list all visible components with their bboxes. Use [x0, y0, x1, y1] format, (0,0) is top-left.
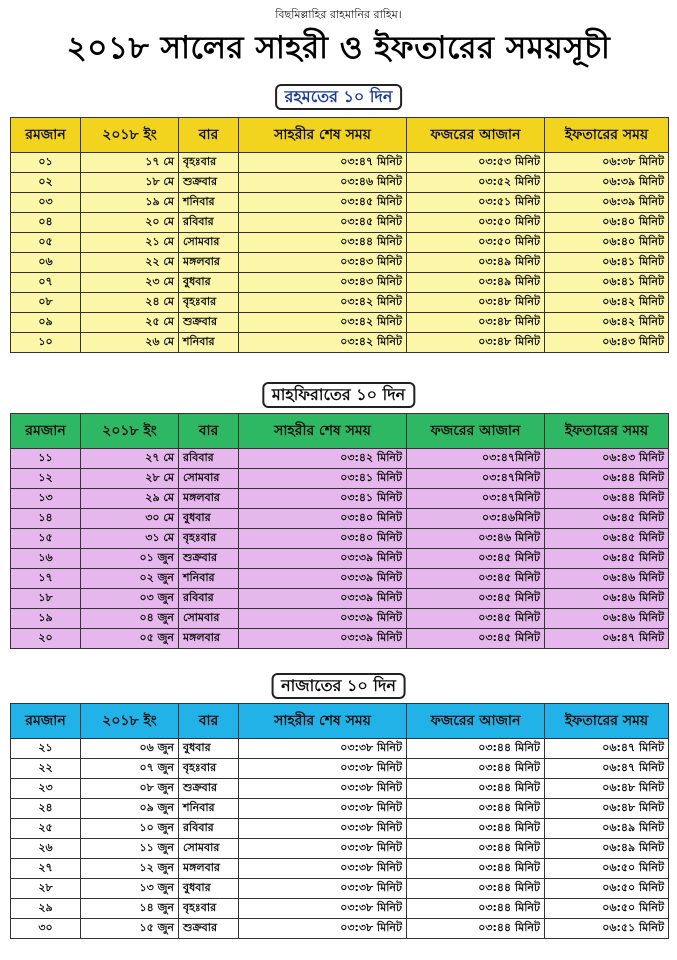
- table-row: [11, 859, 669, 879]
- cell-ramadan-no: ০৫: [11, 233, 81, 253]
- cell-fajr-azan: ০৩:৪৪ মিনিট: [407, 779, 545, 799]
- cell-date: ১১ জুন: [81, 839, 179, 859]
- cell-fajr-azan: ০৩:৫০ মিনিট: [407, 233, 545, 253]
- cell-ramadan-no: ২৫: [11, 819, 81, 839]
- cell-weekday: বুধবার: [179, 739, 239, 759]
- cell-date: ২০ মে: [81, 213, 179, 233]
- cell-date: ১৭ মে: [81, 153, 179, 173]
- cell-weekday: শনিবার: [179, 569, 239, 589]
- cell-date: ০৪ জুন: [81, 609, 179, 629]
- cell-sehri-end: ০৩:৩৮ মিনিট: [239, 779, 407, 799]
- cell-ramadan-no: ০৭: [11, 273, 81, 293]
- cell-date: ১৫ জুন: [81, 919, 179, 939]
- table-row: [11, 529, 669, 549]
- table-row: [11, 173, 669, 193]
- cell-fajr-azan: ০৩:৪৪ মিনিট: [407, 879, 545, 899]
- cell-sehri-end: ০৩:৩৮ মিনিট: [239, 919, 407, 939]
- table-row: [11, 193, 669, 213]
- cell-weekday: রবিবার: [179, 449, 239, 469]
- table-row: [11, 589, 669, 609]
- cell-fajr-azan: ০৩:৪৪ মিনিট: [407, 899, 545, 919]
- schedule-table-najat: [10, 703, 669, 939]
- cell-iftar-time: ০৬:৪৮ মিনিট: [545, 799, 669, 819]
- table-row: [11, 153, 669, 173]
- bismillah-text: বিছমিল্লাহির রাহমানির রাহিম।: [275, 8, 402, 21]
- table-row: [11, 899, 669, 919]
- cell-iftar-time: ০৬:৪৭ মিনিট: [545, 629, 669, 649]
- cell-date: ০৩ জুন: [81, 589, 179, 609]
- cell-fajr-azan: ০৩:৪৯ মিনিট: [407, 253, 545, 273]
- cell-iftar-time: ০৬:৪২ মিনিট: [545, 313, 669, 333]
- cell-ramadan-no: ০৯: [11, 313, 81, 333]
- cell-date: ৩১ মে: [81, 529, 179, 549]
- cell-iftar-time: ০৬:৫১ মিনিট: [545, 919, 669, 939]
- section-title-magfirat: মাহফিরাতের ১০ দিন: [262, 382, 415, 408]
- table-row: [11, 273, 669, 293]
- cell-fajr-azan: ০৩:৪৫ মিনিট: [407, 629, 545, 649]
- column-header-weekday: বার: [179, 118, 239, 153]
- cell-ramadan-no: ০১: [11, 153, 81, 173]
- cell-sehri-end: ০৩:৩৮ মিনিট: [239, 839, 407, 859]
- cell-ramadan-no: ১৭: [11, 569, 81, 589]
- cell-ramadan-no: ১০: [11, 333, 81, 353]
- table-row: [11, 799, 669, 819]
- column-header-sehri-end: সাহরীর শেষ সময়: [239, 118, 407, 153]
- table-row: [11, 253, 669, 273]
- cell-iftar-time: ০৬:৪৩ মিনিট: [545, 449, 669, 469]
- schedule-table-rahmat: [10, 117, 669, 353]
- cell-sehri-end: ০৩:৪৫ মিনিট: [239, 193, 407, 213]
- cell-weekday: সোমবার: [179, 469, 239, 489]
- cell-fajr-azan: ০৩:৪৯ মিনিট: [407, 273, 545, 293]
- cell-weekday: সোমবার: [179, 839, 239, 859]
- cell-ramadan-no: ১৪: [11, 509, 81, 529]
- column-header-fajr-azan: ফজরের আজান: [407, 118, 545, 153]
- cell-fajr-azan: ০৩:৪৮ মিনিট: [407, 333, 545, 353]
- cell-date: ১৯ মে: [81, 193, 179, 213]
- cell-fajr-azan: ০৩:৪৪ মিনিট: [407, 859, 545, 879]
- cell-date: ২৬ মে: [81, 333, 179, 353]
- table-row: [11, 759, 669, 779]
- cell-weekday: মঙ্গলবার: [179, 859, 239, 879]
- cell-weekday: রবিবার: [179, 589, 239, 609]
- cell-sehri-end: ০৩:৩৯ মিনিট: [239, 569, 407, 589]
- column-header-iftar-time: ইফতারের সময়: [545, 414, 669, 449]
- cell-fajr-azan: ০৩:৪৪ মিনিট: [407, 919, 545, 939]
- cell-iftar-time: ০৬:৫০ মিনিট: [545, 899, 669, 919]
- cell-sehri-end: ০৩:৪১ মিনিট: [239, 489, 407, 509]
- cell-ramadan-no: ০৮: [11, 293, 81, 313]
- cell-iftar-time: ০৬:৪১ মিনিট: [545, 253, 669, 273]
- cell-date: ২৪ মে: [81, 293, 179, 313]
- cell-iftar-time: ০৬:৪৬ মিনিট: [545, 569, 669, 589]
- cell-date: ২৯ মে: [81, 489, 179, 509]
- column-header-weekday: বার: [179, 704, 239, 739]
- cell-fajr-azan: ০৩:৪৪ মিনিট: [407, 819, 545, 839]
- table-row: [11, 819, 669, 839]
- cell-iftar-time: ০৬:৫০ মিনিট: [545, 859, 669, 879]
- cell-ramadan-no: ১৫: [11, 529, 81, 549]
- cell-weekday: মঙ্গলবার: [179, 253, 239, 273]
- cell-iftar-time: ০৬:৪০ মিনিট: [545, 233, 669, 253]
- cell-ramadan-no: ২১: [11, 739, 81, 759]
- cell-weekday: সোমবার: [179, 233, 239, 253]
- table-row: [11, 739, 669, 759]
- table-row: [11, 919, 669, 939]
- cell-weekday: বৃহঃবার: [179, 529, 239, 549]
- table-header-row: [11, 118, 669, 153]
- cell-iftar-time: ০৬:৪৪ মিনিট: [545, 489, 669, 509]
- cell-iftar-time: ০৬:৪৫ মিনিট: [545, 509, 669, 529]
- cell-fajr-azan: ০৩:৫২ মিনিট: [407, 173, 545, 193]
- table-row: [11, 879, 669, 899]
- cell-ramadan-no: ১২: [11, 469, 81, 489]
- cell-weekday: বুধবার: [179, 273, 239, 293]
- cell-sehri-end: ০৩:৩৮ মিনিট: [239, 739, 407, 759]
- cell-date: ২৮ মে: [81, 469, 179, 489]
- cell-date: ১০ জুন: [81, 819, 179, 839]
- cell-iftar-time: ০৬:৪৯ মিনিট: [545, 819, 669, 839]
- table-row: [11, 569, 669, 589]
- cell-date: ২৭ মে: [81, 449, 179, 469]
- table-row: [11, 449, 669, 469]
- cell-iftar-time: ০৬:৪৮ মিনিট: [545, 779, 669, 799]
- cell-weekday: শুক্রবার: [179, 779, 239, 799]
- schedule-table-magfirat: [10, 413, 669, 649]
- cell-weekday: শুক্রবার: [179, 919, 239, 939]
- page-title: ২০১৮ সালের সাহরী ও ইফতারের সময়সূচী: [66, 30, 611, 66]
- cell-fajr-azan: ০৩:৫০ মিনিট: [407, 213, 545, 233]
- cell-weekday: মঙ্গলবার: [179, 629, 239, 649]
- cell-sehri-end: ০৩:৩৮ মিনিট: [239, 819, 407, 839]
- cell-date: ১৩ জুন: [81, 879, 179, 899]
- cell-fajr-azan: ০৩:৪৫ মিনিট: [407, 609, 545, 629]
- cell-weekday: শুক্রবার: [179, 313, 239, 333]
- column-header-iftar-time: ইফতারের সময়: [545, 118, 669, 153]
- cell-weekday: শনিবার: [179, 333, 239, 353]
- cell-sehri-end: ০৩:৪২ মিনিট: [239, 449, 407, 469]
- table-header-row: [11, 704, 669, 739]
- cell-date: ১৮ মে: [81, 173, 179, 193]
- cell-weekday: বৃহঃবার: [179, 293, 239, 313]
- cell-sehri-end: ০৩:৪০ মিনিট: [239, 529, 407, 549]
- cell-weekday: বৃহঃবার: [179, 153, 239, 173]
- column-header-date: ২০১৮ ইং: [81, 414, 179, 449]
- table-row: [11, 293, 669, 313]
- cell-iftar-time: ০৬:৩৮ মিনিট: [545, 153, 669, 173]
- cell-weekday: বুধবার: [179, 509, 239, 529]
- table-row: [11, 333, 669, 353]
- table-row: [11, 549, 669, 569]
- cell-iftar-time: ০৬:৪৬ মিনিট: [545, 589, 669, 609]
- cell-ramadan-no: ১৬: [11, 549, 81, 569]
- cell-iftar-time: ০৬:৪০ মিনিট: [545, 213, 669, 233]
- column-header-iftar-time: ইফতারের সময়: [545, 704, 669, 739]
- cell-fajr-azan: ০৩:৪৭মিনিট: [407, 489, 545, 509]
- cell-date: ০৬ জুন: [81, 739, 179, 759]
- cell-sehri-end: ০৩:৩৮ মিনিট: [239, 759, 407, 779]
- cell-ramadan-no: ০৩: [11, 193, 81, 213]
- cell-iftar-time: ০৬:৪৬ মিনিট: [545, 609, 669, 629]
- cell-sehri-end: ০৩:৩৯ মিনিট: [239, 609, 407, 629]
- cell-weekday: মঙ্গলবার: [179, 489, 239, 509]
- cell-iftar-time: ০৬:৩৯ মিনিট: [545, 193, 669, 213]
- table-row: [11, 313, 669, 333]
- cell-sehri-end: ০৩:৪২ মিনিট: [239, 293, 407, 313]
- cell-ramadan-no: ০৬: [11, 253, 81, 273]
- cell-date: ২২ মে: [81, 253, 179, 273]
- cell-sehri-end: ০৩:৪২ মিনিট: [239, 313, 407, 333]
- cell-sehri-end: ০৩:৪৩ মিনিট: [239, 273, 407, 293]
- cell-iftar-time: ০৬:৪৫ মিনিট: [545, 549, 669, 569]
- table-row: [11, 469, 669, 489]
- cell-ramadan-no: ০৪: [11, 213, 81, 233]
- section-title-najat: নাজাতের ১০ দিন: [271, 673, 406, 699]
- cell-sehri-end: ০৩:৩৯ মিনিট: [239, 589, 407, 609]
- column-header-ramadan-no: রমজান: [11, 118, 81, 153]
- table-row: [11, 213, 669, 233]
- cell-fajr-azan: ০৩:৫৩ মিনিট: [407, 153, 545, 173]
- section-title-rahmat: রহমতের ১০ দিন: [275, 84, 403, 110]
- table-row: [11, 233, 669, 253]
- cell-date: ০৫ জুন: [81, 629, 179, 649]
- cell-ramadan-no: ৩০: [11, 919, 81, 939]
- cell-date: ০২ জুন: [81, 569, 179, 589]
- column-header-sehri-end: সাহরীর শেষ সময়: [239, 704, 407, 739]
- table-row: [11, 609, 669, 629]
- column-header-fajr-azan: ফজরের আজান: [407, 704, 545, 739]
- cell-date: ২১ মে: [81, 233, 179, 253]
- cell-weekday: শনিবার: [179, 193, 239, 213]
- cell-fajr-azan: ০৩:৪৪ মিনিট: [407, 739, 545, 759]
- cell-sehri-end: ০৩:৩৮ মিনিট: [239, 799, 407, 819]
- cell-sehri-end: ০৩:৪৫ মিনিট: [239, 213, 407, 233]
- cell-sehri-end: ০৩:৩৮ মিনিট: [239, 879, 407, 899]
- cell-ramadan-no: ২৯: [11, 899, 81, 919]
- cell-iftar-time: ০৬:৪৭ মিনিট: [545, 759, 669, 779]
- column-header-date: ২০১৮ ইং: [81, 704, 179, 739]
- cell-date: ০৯ জুন: [81, 799, 179, 819]
- cell-iftar-time: ০৬:৫০ মিনিট: [545, 879, 669, 899]
- cell-fajr-azan: ০৩:৪৫ মিনিট: [407, 549, 545, 569]
- cell-fajr-azan: ০৩:৪৭মিনিট: [407, 449, 545, 469]
- cell-iftar-time: ০৬:৪৯ মিনিট: [545, 839, 669, 859]
- cell-fajr-azan: ০৩:৪৪ মিনিট: [407, 839, 545, 859]
- cell-ramadan-no: ২৩: [11, 779, 81, 799]
- table-row: [11, 629, 669, 649]
- cell-iftar-time: ০৬:৪৪ মিনিট: [545, 469, 669, 489]
- cell-date: ২৩ মে: [81, 273, 179, 293]
- cell-ramadan-no: ১১: [11, 449, 81, 469]
- cell-date: ১২ জুন: [81, 859, 179, 879]
- column-header-date: ২০১৮ ইং: [81, 118, 179, 153]
- cell-fajr-azan: ০৩:৪৬মিনিট: [407, 509, 545, 529]
- cell-weekday: বুধবার: [179, 879, 239, 899]
- cell-iftar-time: ০৬:৪৭ মিনিট: [545, 739, 669, 759]
- table-row: [11, 509, 669, 529]
- cell-ramadan-no: ২৬: [11, 839, 81, 859]
- cell-ramadan-no: ২২: [11, 759, 81, 779]
- cell-fajr-azan: ০৩:৪৫ মিনিট: [407, 589, 545, 609]
- cell-ramadan-no: ১৮: [11, 589, 81, 609]
- cell-sehri-end: ০৩:৩৯ মিনিট: [239, 629, 407, 649]
- cell-date: ৩০ মে: [81, 509, 179, 529]
- cell-sehri-end: ০৩:৩৮ মিনিট: [239, 899, 407, 919]
- column-header-sehri-end: সাহরীর শেষ সময়: [239, 414, 407, 449]
- cell-weekday: বৃহঃবার: [179, 759, 239, 779]
- cell-ramadan-no: ২০: [11, 629, 81, 649]
- column-header-weekday: বার: [179, 414, 239, 449]
- cell-fajr-azan: ০৩:৪৮ মিনিট: [407, 313, 545, 333]
- table-row: [11, 839, 669, 859]
- cell-sehri-end: ০৩:৩৮ মিনিট: [239, 859, 407, 879]
- column-header-ramadan-no: রমজান: [11, 414, 81, 449]
- cell-sehri-end: ০৩:৪৪ মিনিট: [239, 233, 407, 253]
- cell-ramadan-no: ২৭: [11, 859, 81, 879]
- cell-iftar-time: ০৬:৪২ মিনিট: [545, 293, 669, 313]
- cell-date: ১৪ জুন: [81, 899, 179, 919]
- cell-iftar-time: ০৬:৪৩ মিনিট: [545, 333, 669, 353]
- cell-date: ২৫ মে: [81, 313, 179, 333]
- cell-sehri-end: ০৩:৪৭ মিনিট: [239, 153, 407, 173]
- cell-date: ০১ জুন: [81, 549, 179, 569]
- cell-date: ০৭ জুন: [81, 759, 179, 779]
- cell-sehri-end: ০৩:৪০ মিনিট: [239, 509, 407, 529]
- cell-weekday: শুক্রবার: [179, 549, 239, 569]
- cell-ramadan-no: ০২: [11, 173, 81, 193]
- cell-iftar-time: ০৬:৩৯ মিনিট: [545, 173, 669, 193]
- cell-weekday: সোমবার: [179, 609, 239, 629]
- cell-fajr-azan: ০৩:৫১ মিনিট: [407, 193, 545, 213]
- cell-weekday: রবিবার: [179, 819, 239, 839]
- cell-weekday: শনিবার: [179, 799, 239, 819]
- cell-sehri-end: ০৩:৪৩ মিনিট: [239, 253, 407, 273]
- cell-fajr-azan: ০৩:৪৮ মিনিট: [407, 293, 545, 313]
- column-header-ramadan-no: রমজান: [11, 704, 81, 739]
- cell-ramadan-no: ১৩: [11, 489, 81, 509]
- cell-fajr-azan: ০৩:৪৬ মিনিট: [407, 529, 545, 549]
- cell-fajr-azan: ০৩:৪৫ মিনিট: [407, 569, 545, 589]
- table-header-row: [11, 414, 669, 449]
- column-header-fajr-azan: ফজরের আজান: [407, 414, 545, 449]
- cell-sehri-end: ০৩:৩৯ মিনিট: [239, 549, 407, 569]
- cell-sehri-end: ০৩:৪১ মিনিট: [239, 469, 407, 489]
- table-row: [11, 489, 669, 509]
- cell-iftar-time: ০৬:৪১ মিনিট: [545, 273, 669, 293]
- cell-weekday: শুক্রবার: [179, 173, 239, 193]
- cell-sehri-end: ০৩:৪৬ মিনিট: [239, 173, 407, 193]
- cell-ramadan-no: ১৯: [11, 609, 81, 629]
- cell-sehri-end: ০৩:৪২ মিনিট: [239, 333, 407, 353]
- table-row: [11, 779, 669, 799]
- cell-iftar-time: ০৬:৪৫ মিনিট: [545, 529, 669, 549]
- cell-fajr-azan: ০৩:৪৭মিনিট: [407, 469, 545, 489]
- cell-fajr-azan: ০৩:৪৪ মিনিট: [407, 799, 545, 819]
- cell-ramadan-no: ২৪: [11, 799, 81, 819]
- cell-fajr-azan: ০৩:৪৪ মিনিট: [407, 759, 545, 779]
- cell-weekday: বৃহঃবার: [179, 899, 239, 919]
- cell-date: ০৮ জুন: [81, 779, 179, 799]
- cell-ramadan-no: ২৮: [11, 879, 81, 899]
- cell-weekday: রবিবার: [179, 213, 239, 233]
